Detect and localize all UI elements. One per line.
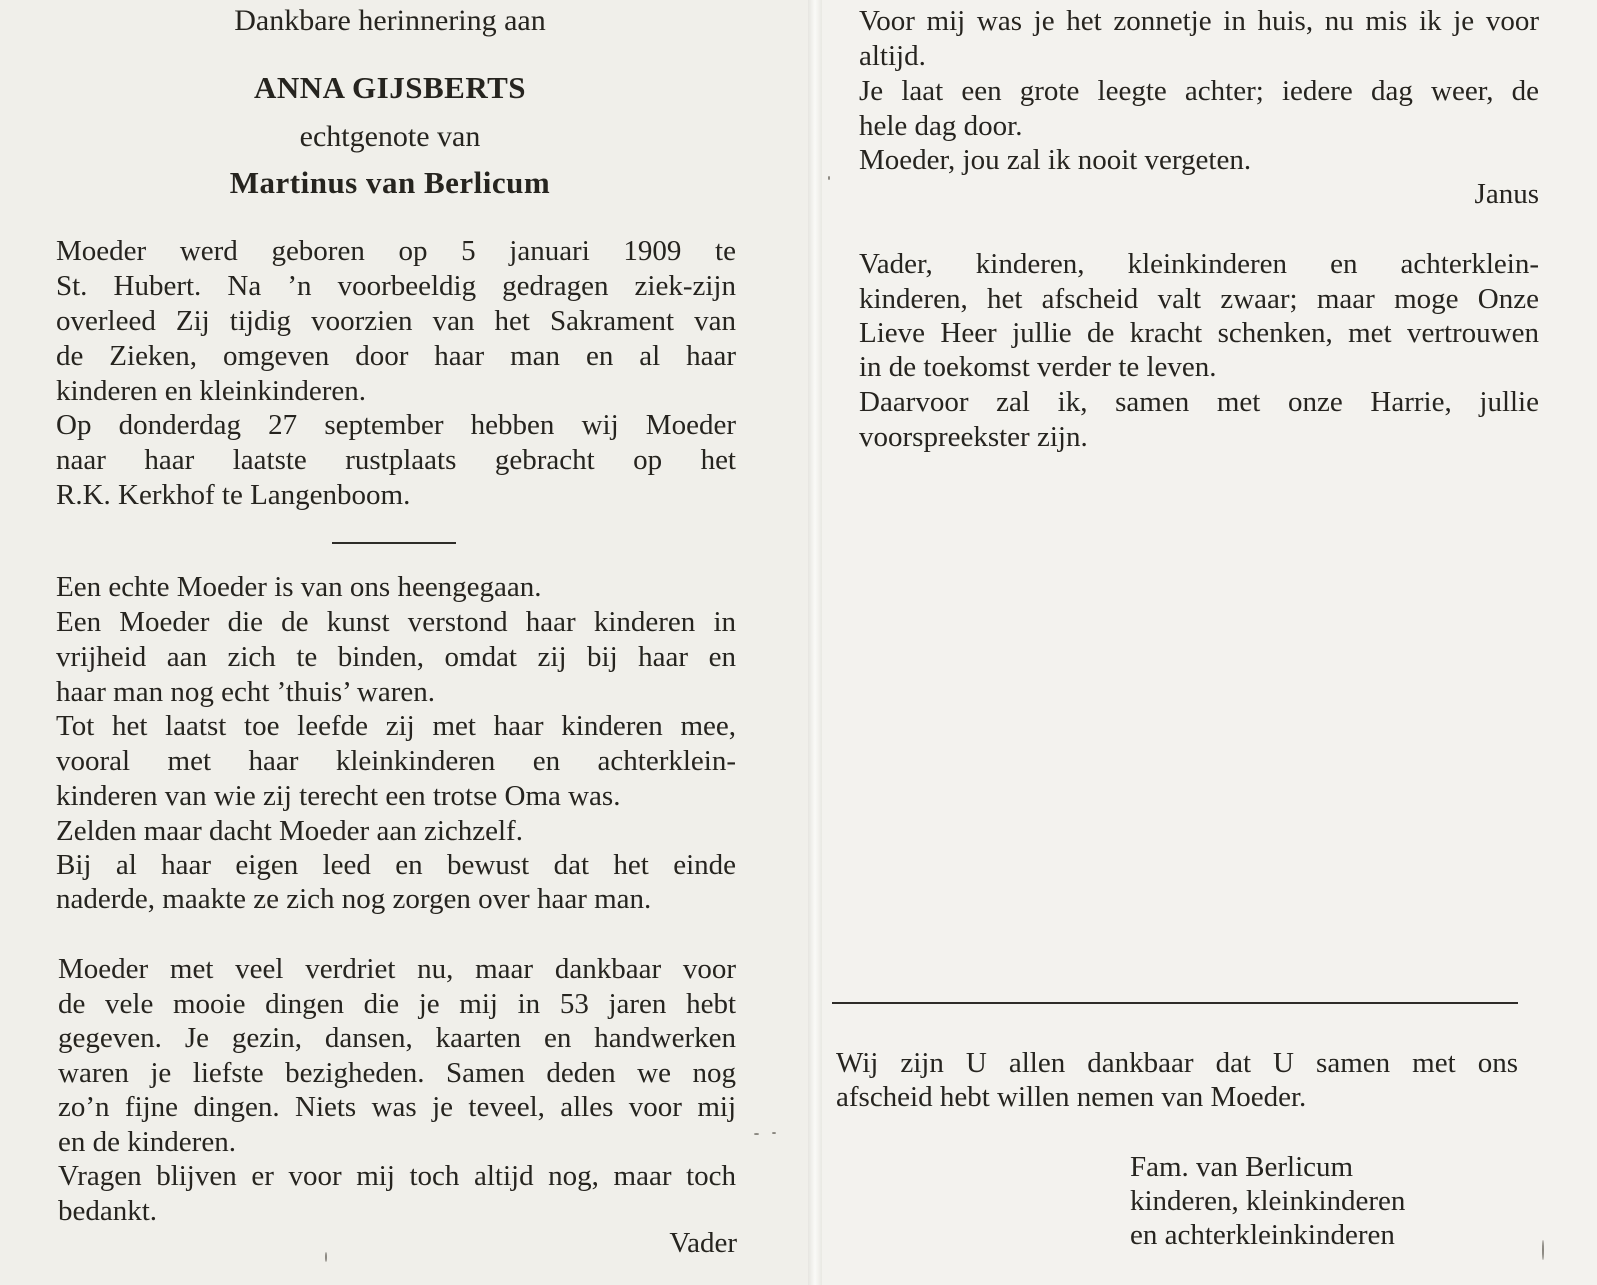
tribute-line: vrijheid aan zich te binden, omdat zij bij haar en [56, 641, 736, 673]
husband-message-line: en de kinderen. [58, 1126, 236, 1158]
son-message-line: altijd. [859, 40, 926, 72]
husband-message-line: bedankt. [58, 1195, 158, 1227]
tribute-line: Bij al haar eigen leed en bewust dat het einde [56, 849, 736, 881]
family-message-line: voorspreekster zijn. [859, 421, 1088, 453]
paper-speck [1542, 1240, 1544, 1260]
spouse-name: Martinus van Berlicum [229, 165, 551, 200]
family-message-line: Vader, kinderen, kleinkinderen en achterklein- [859, 248, 1539, 280]
thanks-divider [832, 1002, 1518, 1004]
intro-heading: Dankbare herinnering aan [234, 4, 546, 37]
husband-message-line: de vele mooie dingen die je mij in 53 jaren hebt [58, 988, 736, 1020]
right-panel [822, 0, 1597, 1285]
bio-line: kinderen en kleinkinderen. [56, 375, 367, 407]
bio-line: R.K. Kerkhof te Langenboom. [56, 479, 411, 511]
bio-line: de Zieken, omgeven door haar man en al haar [56, 340, 736, 372]
thanks-line: afscheid hebt willen nemen van Moeder. [836, 1081, 1307, 1113]
paper-speck [828, 176, 830, 180]
section-divider [332, 542, 456, 544]
tribute-line: Een echte Moeder is van ons heengegaan. [56, 571, 542, 603]
family-message-line: in de toekomst verder te leven. [859, 351, 1217, 383]
closing-line: Fam. van Berlicum [1130, 1151, 1354, 1183]
paper-speck [754, 1133, 759, 1135]
deceased-name: ANNA GIJSBERTS [253, 70, 527, 105]
bio-line: Moeder werd geboren op 5 januari 1909 te [56, 235, 736, 267]
bio-line: overleed Zij tijdig voorzien van het Sakrament van [56, 305, 736, 337]
husband-message-line: zo’n fijne dingen. Niets was je teveel, alles voor mij [58, 1091, 736, 1123]
closing-line: en achterkleinkinderen [1130, 1219, 1395, 1251]
son-message-line: Moeder, jou zal ik nooit vergeten. [859, 144, 1252, 176]
relation-label: echtgenote van [299, 120, 481, 153]
husband-message-line: Vragen blijven er voor mij toch altijd nog, maar toch [58, 1160, 736, 1192]
bio-line: St. Hubert. Na ’n voorbeeldig gedragen ziek-zijn [56, 270, 736, 302]
closing-line: kinderen, kleinkinderen [1130, 1185, 1406, 1217]
family-message-line: kinderen, het afscheid valt zwaar; maar moge Onze [859, 283, 1539, 315]
paper-speck [772, 1132, 776, 1134]
family-message-line: Daarvoor zal ik, samen met onze Harrie, jullie [859, 386, 1539, 418]
tribute-line: haar man nog echt ’thuis’ waren. [56, 676, 436, 708]
tribute-line: Tot het laatst toe leefde zij met haar kinderen mee, [56, 710, 736, 742]
tribute-line: kinderen van wie zij terecht een trotse Oma was. [56, 780, 621, 812]
bio-line: Op donderdag 27 september hebben wij Moeder [56, 409, 736, 441]
husband-message-line: gegeven. Je gezin, dansen, kaarten en handwerken [58, 1022, 736, 1054]
husband-message-line: waren je liefste bezigheden. Samen deden we nog [58, 1057, 736, 1089]
husband-message-line: Moeder met veel verdriet nu, maar dankbaar voor [58, 953, 736, 985]
tribute-line: naderde, maakte ze zich nog zorgen over haar man. [56, 883, 652, 915]
son-message-line: Je laat een grote leegte achter; iedere dag weer, de [859, 75, 1539, 107]
card-fold [808, 0, 822, 1285]
bio-line: naar haar laatste rustplaats gebracht op het [56, 444, 736, 476]
family-message-line: Lieve Heer jullie de kracht schenken, met vertrouwen [859, 317, 1539, 349]
thanks-line: Wij zijn U allen dankbaar dat U samen met ons [836, 1047, 1518, 1079]
tribute-line: Zelden maar dacht Moeder aan zichzelf. [56, 815, 523, 847]
tribute-line: vooral met haar kleinkinderen en achterklein- [56, 745, 736, 777]
son-message-line: Voor mij was je het zonnetje in huis, nu mis ik je voor [859, 5, 1539, 37]
paper-speck [325, 1252, 327, 1262]
husband-signature: Vader [669, 1227, 737, 1259]
son-message-line: hele dag door. [859, 110, 1023, 142]
son-signature: Janus [1474, 178, 1539, 210]
tribute-line: Een Moeder die de kunst verstond haar kinderen in [56, 606, 736, 638]
